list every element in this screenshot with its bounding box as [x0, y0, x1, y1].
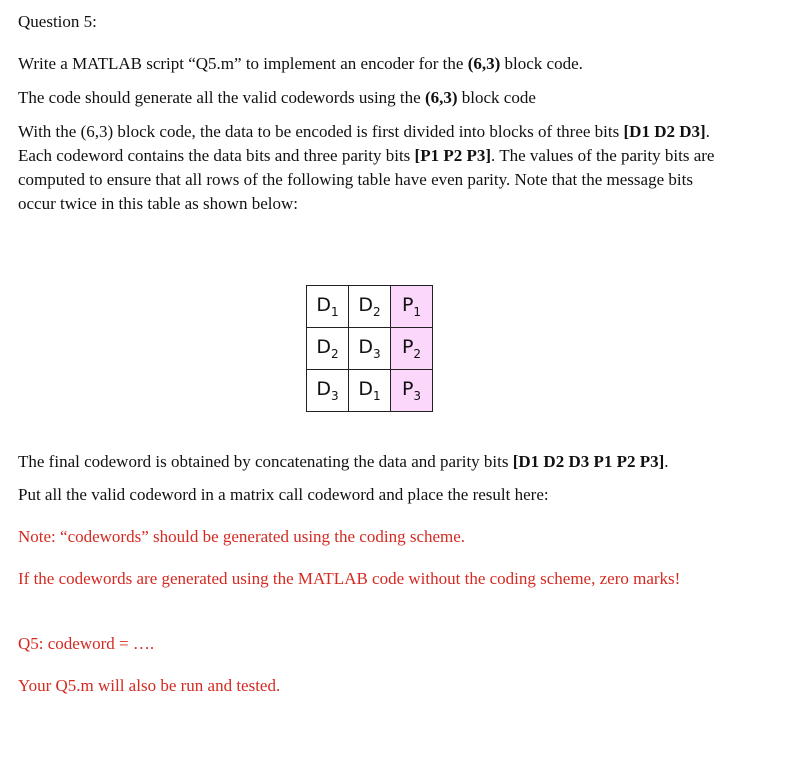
generate-line-text-a: The code should generate all the valid codewords using the: [18, 88, 425, 107]
cell-subscript: 2: [413, 346, 422, 361]
question-heading: Question 5:: [18, 12, 97, 31]
data-cell: [307, 370, 349, 412]
codeword-format: [D1 D2 D3 P1 P2 P3]: [512, 452, 665, 471]
cell-symbol: P: [401, 336, 414, 359]
description-paragraph: [18, 120, 734, 216]
note-coding-scheme: Note: “codewords” should be generated using the coding scheme.: [18, 527, 466, 546]
data-cell: [349, 370, 391, 412]
data-cell: [349, 286, 391, 328]
cell-symbol: P: [401, 294, 414, 317]
generate-line-text-c: block code: [457, 88, 536, 107]
generate-line: [18, 86, 536, 110]
parity-table-body: [307, 286, 433, 412]
cell-subscript: 1: [373, 388, 381, 403]
data-bits-label: [D1 D2 D3]: [623, 122, 706, 141]
final-codeword-line: [18, 450, 669, 474]
run-tested-note: Your Q5.m will also be run and tested.: [18, 676, 281, 695]
cell-subscript: 1: [413, 304, 422, 319]
cell-subscript: 1: [331, 304, 339, 319]
cell-symbol: P: [401, 378, 414, 401]
description-text-c: . Each codeword contains the data bits and three parity bits: [18, 122, 710, 165]
cell-symbol: D: [358, 336, 373, 359]
table-row: [307, 370, 433, 412]
cell-symbol: D: [316, 336, 331, 359]
task-line-text-c: block code.: [500, 54, 583, 73]
table-row: [307, 286, 433, 328]
generate-line-code-spec: (6,3): [424, 88, 458, 107]
data-cell: [349, 328, 391, 370]
cell-symbol: D: [316, 294, 331, 317]
note-zero-marks: If the codewords are generated using the MATLAB code without the coding scheme, zero marks!: [18, 569, 681, 588]
cell-subscript: 2: [373, 304, 381, 319]
cell-subscript: 3: [331, 388, 339, 403]
cell-symbol: D: [358, 294, 373, 317]
cell-symbol: D: [358, 378, 373, 401]
final-text-a: The final codeword is obtained by concatenating the data and parity bits: [18, 452, 513, 471]
description-text-a: With the (6,3) block code, the data to be encoded is first divided into blocks of three bits: [18, 122, 624, 141]
parity-cell: [391, 370, 433, 412]
answer-line: Q5: codeword = ….: [18, 634, 155, 653]
cell-subscript: 3: [413, 388, 422, 403]
parity-bits-label: [P1 P2 P3]: [414, 146, 492, 165]
parity-cell: [391, 286, 433, 328]
parity-table: [306, 285, 433, 412]
task-line: [18, 52, 583, 76]
table-row: [307, 328, 433, 370]
cell-symbol: D: [316, 378, 331, 401]
final-text-c: .: [664, 452, 669, 471]
task-line-text-a: Write a MATLAB script “Q5.m” to implement an encoder for the: [18, 54, 468, 73]
task-line-code-spec: (6,3): [467, 54, 501, 73]
cell-subscript: 2: [331, 346, 339, 361]
description-text-e: . The values of the parity bits are computed to ensure that all rows of the following table have even parity. Note that the message bits occur twice in this table as shown below:: [18, 146, 715, 213]
data-cell: [307, 328, 349, 370]
put-result-line: Put all the valid codeword in a matrix call codeword and place the result here:: [18, 485, 549, 504]
parity-cell: [391, 328, 433, 370]
data-cell: [307, 286, 349, 328]
cell-subscript: 3: [373, 346, 381, 361]
